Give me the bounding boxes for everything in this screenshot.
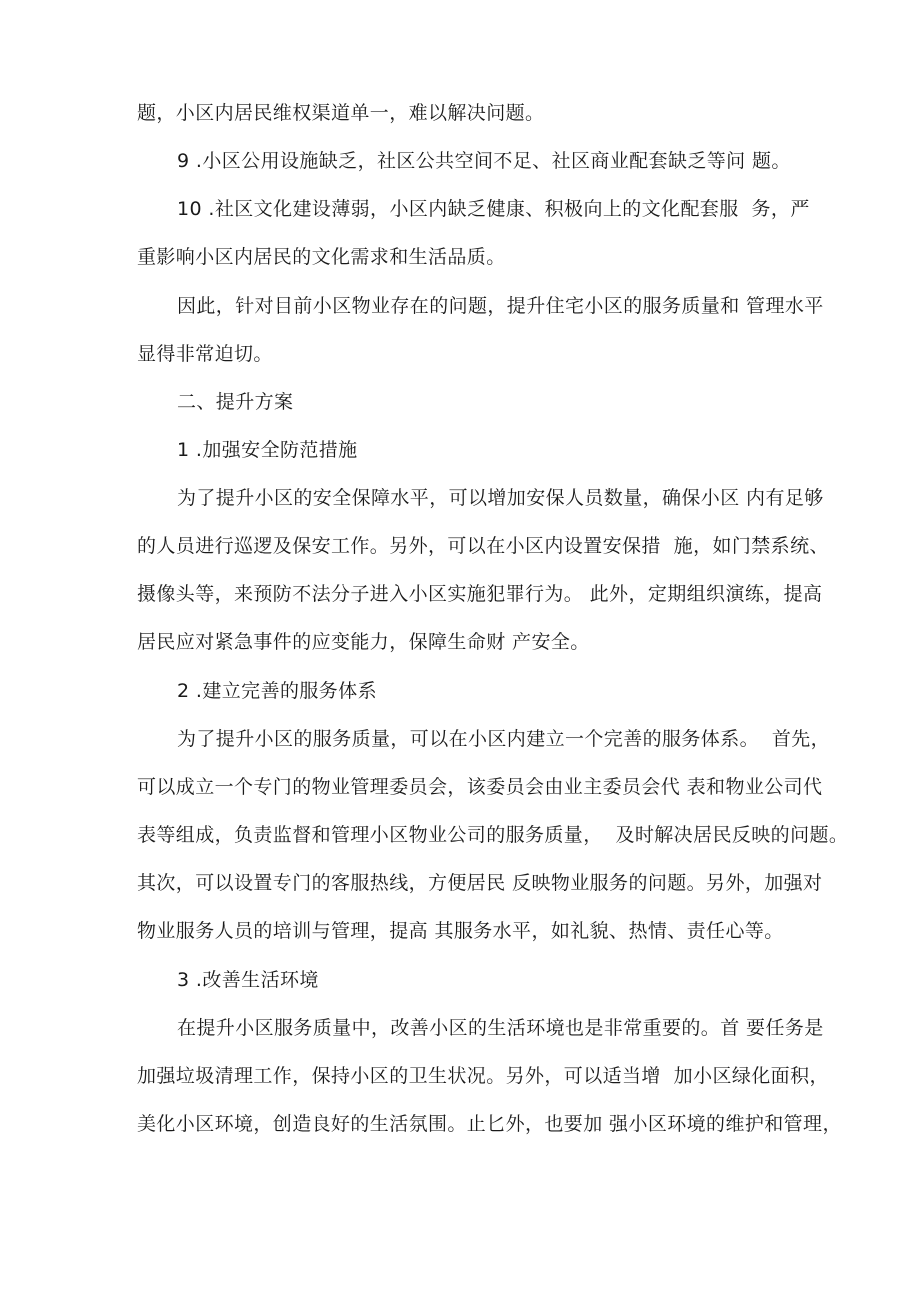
text-line: 其次，可以设置专门的客服热线，方便居民 反映物业服务的问题。另外，加强对 bbox=[137, 872, 823, 894]
text-line: 题，小区内居民维权渠道单一，难以解决问题。 bbox=[137, 102, 545, 124]
text-line: 物业服务人员的培训与管理，提高 其服务水平，如礼貌、热情、责任心等。 bbox=[137, 920, 784, 942]
text-line: 摄像头等，来预防不法分子进入小区实施犯罪行为。 此外，定期组织演练，提高 bbox=[137, 583, 823, 605]
text-line: 显得非常迫切。 bbox=[137, 343, 273, 365]
paragraph-start: 在提升小区服务质量中，改善小区的生活环境也是非常重要的。首 要任务是 bbox=[177, 1017, 824, 1039]
subheading-2: 2 .建立完善的服务体系 bbox=[177, 680, 377, 702]
section-heading: 二、提升方案 bbox=[177, 391, 294, 413]
subheading-3: 3 .改善生活环境 bbox=[177, 969, 319, 991]
list-item-9: 9 .小区公用设施缺乏，社区公共空间不足、社区商业配套缺乏等问 题。 bbox=[177, 150, 791, 172]
text-line: 重影响小区内居民的文化需求和生活品质。 bbox=[137, 246, 506, 268]
paragraph-start: 为了提升小区的安全保障水平，可以增加安保人员数量，确保小区 内有足够 bbox=[177, 487, 824, 509]
text-line: 加强垃圾清理工作，保持小区的卫生状况。另外，可以适当增 加小区绿化面积， bbox=[137, 1065, 829, 1087]
subheading-1: 1 .加强安全防范措施 bbox=[177, 439, 358, 461]
paragraph-start: 为了提升小区的服务质量，可以在小区内建立一个完善的服务体系。 首先， bbox=[177, 728, 831, 750]
text-line: 表等组成，负责监督和管理小区物业公司的服务质量， 及时解决居民反映的问题。 bbox=[137, 824, 849, 846]
text-line: 美化小区环境，创造良好的生活氛围。止匕外，也要加 强小区环境的维护和管理， bbox=[137, 1113, 842, 1135]
list-item-10: 10 .社区文化建设薄弱，小区内缺乏健康、积极向上的文化配套服 务，严 bbox=[177, 198, 810, 220]
text-line: 居民应对紧急事件的应变能力，保障生命财 产安全。 bbox=[137, 631, 590, 653]
paragraph-start: 因此，针对目前小区物业存在的问题，提升住宅小区的服务质量和 管理水平 bbox=[177, 295, 824, 317]
text-line: 的人员进行巡逻及保安工作。另外，可以在小区内设置安保措 施，如门禁系统、 bbox=[137, 535, 829, 557]
text-line: 可以成立一个专门的物业管理委员会，该委员会由业主委员会代 表和物业公司代 bbox=[137, 776, 823, 798]
